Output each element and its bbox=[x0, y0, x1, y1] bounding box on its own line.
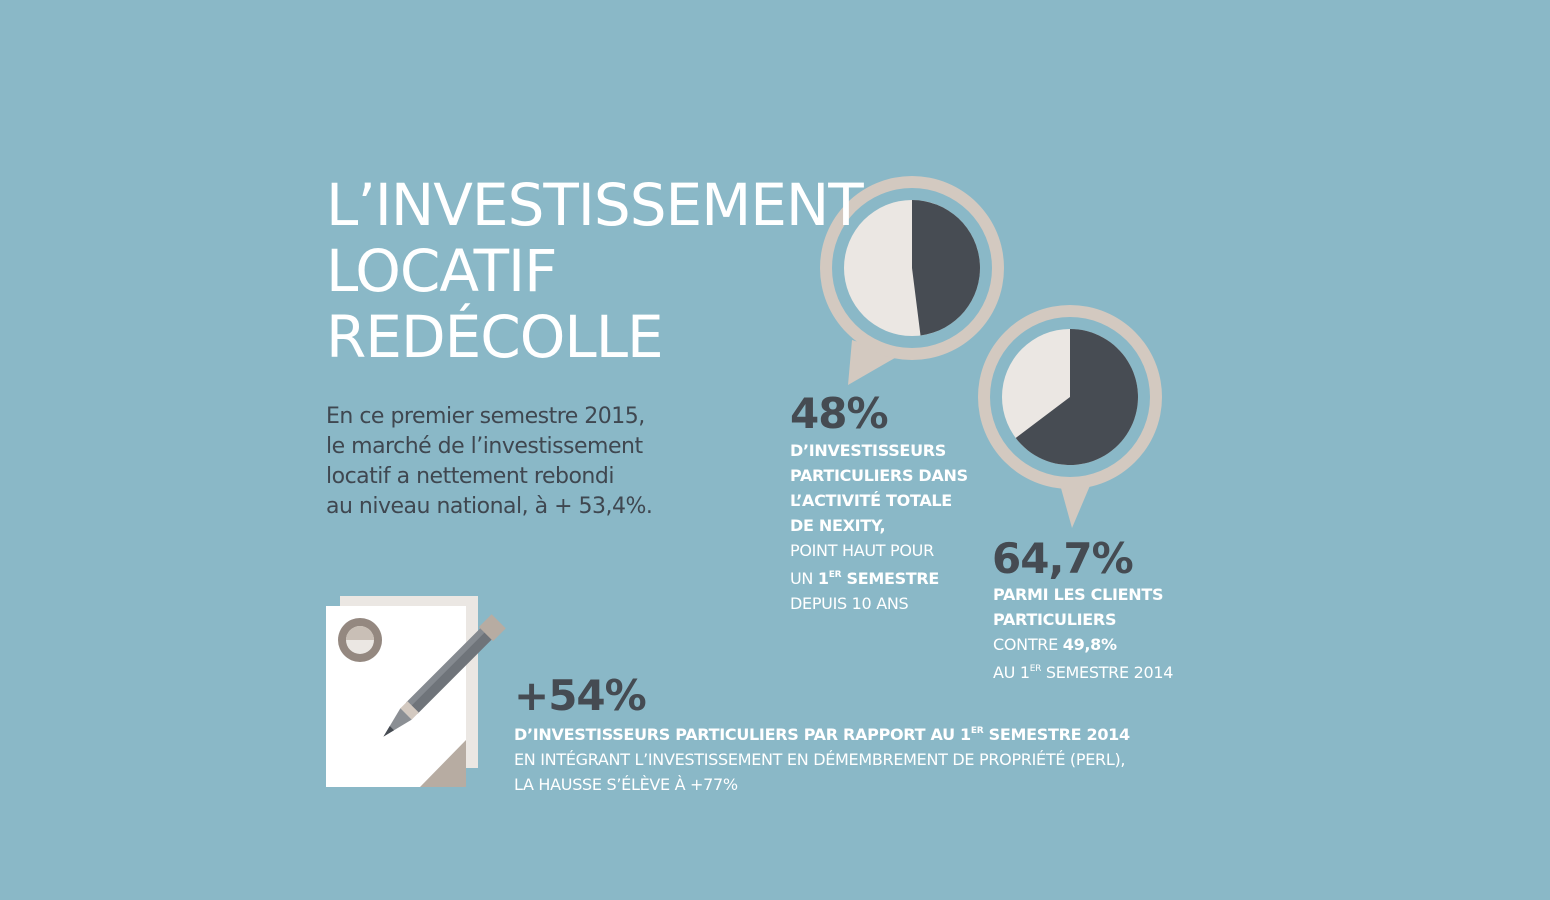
caption-text: SEMESTRE 2014 bbox=[1041, 663, 1174, 682]
stat-value-48: 48% bbox=[790, 389, 888, 438]
caption-line: DEPUIS 10 ANS bbox=[790, 594, 909, 613]
caption-line bbox=[514, 719, 1130, 747]
caption-line: PARTICULIERS bbox=[993, 610, 1117, 629]
caption-line: PARMI LES CLIENTS bbox=[993, 585, 1164, 604]
pie-chart-64-7 bbox=[1002, 329, 1138, 465]
caption-line bbox=[993, 657, 1173, 685]
speech-bubble-pie-icon bbox=[978, 305, 1162, 528]
caption-line: POINT HAUT POUR bbox=[790, 541, 934, 560]
caption-sup: ER bbox=[1029, 664, 1042, 674]
caption-text: UN bbox=[790, 569, 818, 588]
stat-value-64-7: 64,7% bbox=[992, 534, 1133, 583]
caption-text: D’INVESTISSEURS PARTICULIERS PAR RAPPORT AU 1 bbox=[514, 725, 971, 744]
intro-paragraph bbox=[326, 402, 726, 522]
caption-line: D’INVESTISSEURS bbox=[790, 441, 947, 460]
caption-line bbox=[790, 563, 968, 591]
caption-line: DE NEXITY, bbox=[790, 516, 886, 535]
caption-text: SEMESTRE 2014 bbox=[983, 725, 1130, 744]
caption-line: L’ACTIVITÉ TOTALE bbox=[790, 491, 952, 510]
caption-line: LA HAUSSE S’ÉLÈVE À +77% bbox=[514, 775, 738, 794]
stat3-caption bbox=[514, 719, 1130, 797]
intro-line: au niveau national, à + 53,4%. bbox=[326, 494, 653, 519]
caption-line bbox=[993, 632, 1173, 657]
caption-text: AU 1 bbox=[993, 663, 1030, 682]
stat2-caption bbox=[993, 582, 1173, 685]
title-line: L’INVESTISSEMENT bbox=[326, 171, 863, 239]
title-line: REDÉCOLLE bbox=[326, 303, 663, 371]
intro-line: locatif a nettement rebondi bbox=[326, 464, 614, 489]
intro-line: En ce premier semestre 2015, bbox=[326, 404, 645, 429]
stat-value-plus-54: +54% bbox=[514, 671, 646, 720]
intro-line: le marché de l’investissement bbox=[326, 434, 643, 459]
caption-sup: ER bbox=[970, 726, 984, 736]
caption-line: PARTICULIERS DANS bbox=[790, 466, 968, 485]
caption-sup: ER bbox=[828, 570, 842, 580]
stat1-caption bbox=[790, 438, 968, 616]
page-title bbox=[326, 172, 886, 370]
caption-text: SEMESTRE bbox=[841, 569, 940, 588]
caption-text: 1 bbox=[817, 569, 829, 588]
caption-line: EN INTÉGRANT L’INVESTISSEMENT EN DÉMEMBREMENT DE PROPRIÉTÉ (PERL), bbox=[514, 750, 1126, 769]
caption-text: 49,8% bbox=[1062, 635, 1117, 654]
seal-icon bbox=[338, 618, 382, 662]
caption-text: CONTRE bbox=[993, 635, 1063, 654]
title-line: LOCATIF bbox=[326, 237, 557, 305]
document-pen-icon bbox=[326, 596, 506, 787]
